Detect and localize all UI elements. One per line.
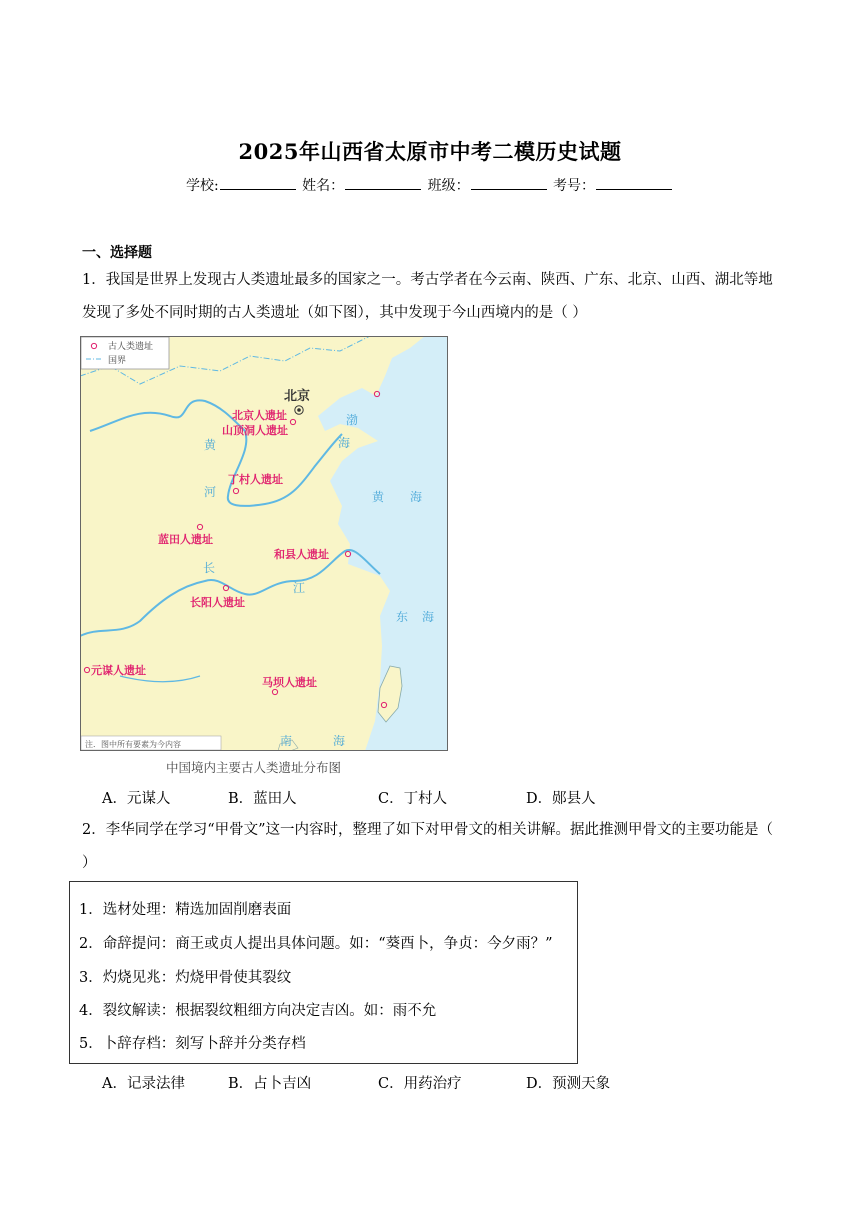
option-b[interactable]: B．占卜吉凶 <box>228 1076 312 1092</box>
name-label: 姓名： <box>302 178 345 194</box>
map-note: 注．图中所有要素为今内容 <box>85 740 181 749</box>
river-label: 河 <box>204 485 217 499</box>
site-label: 蓝田人遗址 <box>158 533 213 546</box>
option-b[interactable]: B．蓝田人 <box>228 791 297 807</box>
legend-border-label: 国界 <box>108 356 127 366</box>
site-label: 马坝人遗址 <box>262 676 317 689</box>
sea-label: 海 <box>333 734 346 748</box>
site-label: 丁村人遗址 <box>228 473 283 486</box>
river-label: 长 <box>203 561 216 575</box>
site-label: 山顶洞人遗址 <box>222 424 288 437</box>
student-info-line <box>0 175 860 195</box>
name-blank <box>345 177 421 190</box>
option-c[interactable]: C．用药治疗 <box>378 1076 462 1092</box>
oracle-bone-info-box <box>69 881 578 1064</box>
option-c[interactable]: C．丁村人 <box>378 791 448 807</box>
option-d[interactable]: D．郧县人 <box>526 791 596 807</box>
sea-label: 海 <box>338 436 351 450</box>
option-d[interactable]: D．预测天象 <box>526 1076 611 1092</box>
sea-label: 黄 <box>372 490 385 504</box>
sea-label: 海 <box>422 610 435 624</box>
info-line: 5．卜辞存档：刻写卜辞并分类存档 <box>79 1036 306 1052</box>
sea-label: 南 <box>280 734 293 748</box>
class-label: 班级： <box>427 178 470 194</box>
option-a[interactable]: A．元谋人 <box>102 791 171 807</box>
school-blank <box>220 177 296 190</box>
exam-number-label: 考号： <box>553 178 596 194</box>
site-label: 元谋人遗址 <box>91 664 146 677</box>
class-blank <box>471 177 547 190</box>
info-line: 3．灼烧见兆：灼烧甲骨使其裂纹 <box>79 970 292 986</box>
legend-site-label: 古人类遗址 <box>108 342 154 352</box>
exam-number-blank <box>596 177 672 190</box>
site-label: 和县人遗址 <box>274 548 329 561</box>
ancient-sites-map <box>80 336 448 751</box>
site-label: 北京人遗址 <box>232 409 287 422</box>
capital-label: 北京 <box>284 389 311 404</box>
info-line: 2．命辞提问：商王或贞人提出具体问题。如：“葵酉卜，争贞：今夕雨？” <box>79 936 553 952</box>
section-title: 一、选择题 <box>82 245 152 261</box>
river-label: 江 <box>293 581 306 595</box>
question-1-text: 1．我国是世界上发现古人类遗址最多的国家之一。考古学者在今云南、陕西、广东、北京、山西、湖北等地发现了多处不同时期的古人类遗址（如下图），其中发现于今山西境内的是（ ） <box>82 272 773 321</box>
river-label: 黄 <box>204 438 217 452</box>
site-label: 长阳人遗址 <box>190 596 245 609</box>
sea-label: 东 <box>396 610 409 624</box>
question-2-text: 2．李华同学在学习“甲骨文”这一内容时，整理了如下对甲骨文的相关讲解。据此推测甲骨文的主要功能是（ ） <box>82 822 774 871</box>
sea-label: 海 <box>410 490 423 504</box>
school-label: 学校: <box>185 178 219 194</box>
info-line: 1．选材处理：精选加固削磨表面 <box>79 902 292 918</box>
map-caption: 中国境内主要古人类遗址分布图 <box>166 760 342 775</box>
option-a[interactable]: A．记录法律 <box>102 1076 185 1092</box>
sea-label: 渤 <box>346 413 359 427</box>
info-line: 4．裂纹解读：根据裂纹粗细方向决定吉凶。如：雨不允 <box>79 1003 437 1019</box>
page-title: 2025年山西省太原市中考二模历史试题 <box>238 139 622 164</box>
